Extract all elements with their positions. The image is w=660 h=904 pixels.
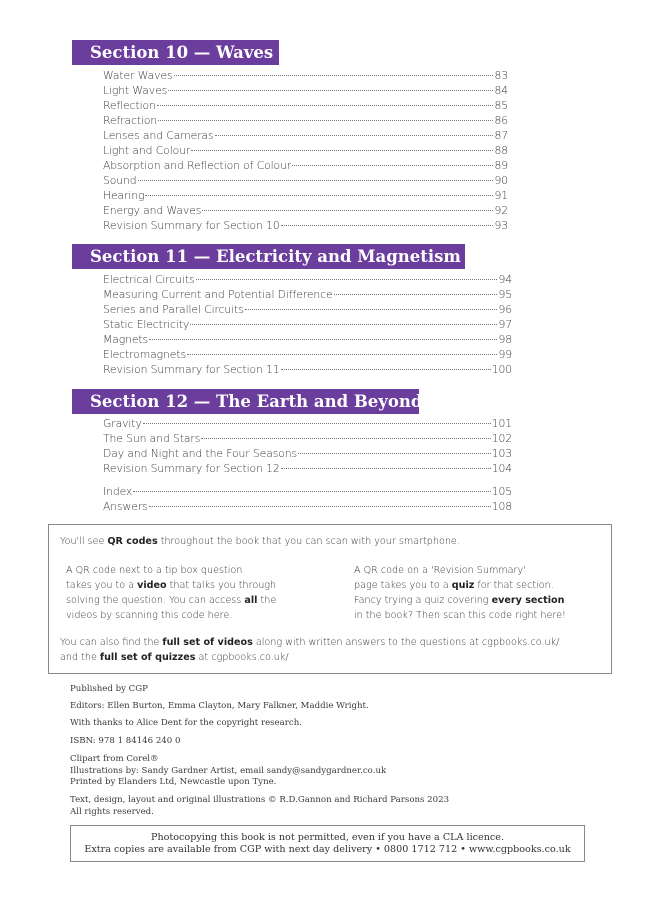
toc-entry-title: Index: [103, 485, 133, 498]
text-line: [66, 578, 296, 593]
toc-entry-title: The Sun and Stars: [103, 432, 201, 445]
toc-entry: [103, 129, 508, 144]
imprint-editors: [70, 701, 369, 713]
copyright: Text, design, layout and original illustrations © R.D.Gannon and Richard Parsons 2023: [70, 795, 450, 805]
toc-entry: [103, 363, 512, 378]
isbn: ISBN: 978 1 84146 240 0: [70, 736, 181, 746]
text-segment: the: [257, 595, 277, 606]
toc-entry-title: Energy and Waves: [103, 204, 202, 217]
bold-term: every section: [491, 595, 565, 606]
toc-entry-page: 104: [491, 462, 512, 475]
toc-entry-page: 86: [494, 114, 508, 127]
photocopy-notice-box: [70, 825, 585, 862]
qr-video-info: [66, 563, 296, 623]
toc-entry: [103, 219, 508, 234]
toc-entry-page: 99: [498, 348, 512, 361]
toc-entry: [103, 447, 512, 462]
toc-entry: [103, 204, 508, 219]
rights: All rights reserved.: [70, 806, 154, 817]
text-line: [60, 650, 559, 665]
toc-entry-page: 105: [491, 485, 512, 498]
toc-entry-page: 87: [494, 129, 508, 142]
imprint-isbn: [70, 736, 180, 748]
imprint-credits: [70, 754, 386, 789]
text-segment: You can also find the: [60, 637, 163, 648]
toc-entry-title: Measuring Current and Potential Difference: [103, 288, 333, 301]
bold-term: full set of videos: [162, 637, 253, 648]
toc-entry-page: 96: [498, 303, 512, 316]
bold-term: full set of quizzes: [99, 652, 196, 663]
toc-entry-page: 102: [491, 432, 512, 445]
toc-entry: [103, 99, 508, 114]
printed-by: Printed by Elanders Ltd, Newcastle upon Tyne.: [70, 777, 277, 787]
text-line: [354, 578, 604, 593]
toc-entry-page: 94: [498, 273, 512, 286]
toc-entry-title: Static Electricity: [103, 318, 190, 331]
toc-entry: [103, 84, 508, 99]
toc-leader-dots: [138, 180, 494, 181]
toc-leader-dots: [201, 438, 490, 439]
toc-entry-page: 91: [494, 189, 508, 202]
toc-entry-title: Electrical Circuits: [103, 273, 195, 286]
order-info: Extra copies are available from CGP with next day delivery • 0800 1712 712 • www.cgpbooks.co.uk: [84, 844, 571, 855]
toc-entry: [103, 174, 508, 189]
text-line: [60, 635, 559, 650]
toc-leader-dots: [245, 309, 498, 310]
toc-entry: [103, 417, 512, 432]
thanks: With thanks to Alice Dent for the copyright research.: [70, 718, 302, 728]
bold-term: QR codes: [107, 536, 158, 547]
qr-codes-info-box: [48, 524, 612, 674]
toc-entry: [103, 288, 512, 303]
toc-entry-page: 108: [491, 500, 512, 513]
toc-entry-page: 103: [491, 447, 512, 460]
imprint-thanks: [70, 718, 302, 730]
toc-entry-page: 100: [491, 363, 512, 376]
toc-entry: [103, 144, 508, 159]
toc-leader-dots: [292, 165, 493, 166]
section-12-toc: [103, 417, 512, 477]
toc-entry-title: Gravity: [103, 417, 142, 430]
text-segment: videos by scanning this code here.: [66, 610, 233, 621]
toc-leader-dots: [196, 279, 498, 280]
toc-entry: [103, 303, 512, 318]
toc-entry-title: Series and Parallel Circuits: [103, 303, 244, 316]
toc-entry-title: Refraction: [103, 114, 158, 127]
toc-entry: [103, 189, 508, 204]
toc-leader-dots: [298, 453, 491, 454]
editors: Editors: Ellen Burton, Emma Clayton, Mary Falkner, Maddie Wright.: [70, 701, 369, 711]
section-12-header: Section 12 — The Earth and Beyond: [72, 389, 419, 414]
toc-entry-title: Magnets: [103, 333, 149, 346]
text-segment: for that section.: [474, 580, 554, 591]
toc-entry-title: Water Waves: [103, 69, 173, 82]
toc-entry: [103, 485, 512, 500]
toc-entry-page: 95: [498, 288, 512, 301]
toc-leader-dots: [157, 105, 494, 106]
text-segment: that talks you through: [166, 580, 277, 591]
toc-leader-dots: [187, 354, 497, 355]
toc-entry-page: 101: [491, 417, 512, 430]
toc-entry-title: Revision Summary for Section 11: [103, 363, 280, 376]
toc-leader-dots: [149, 339, 497, 340]
toc-entry-page: 89: [494, 159, 508, 172]
text-segment: at cgpbooks.co.uk/: [195, 652, 289, 663]
toc-leader-dots: [145, 195, 493, 196]
toc-leader-dots: [149, 506, 491, 507]
section-11-header: Section 11 — Electricity and Magnetism: [72, 244, 465, 269]
toc-entry-title: Revision Summary for Section 12: [103, 462, 280, 475]
toc-entry-page: 88: [494, 144, 508, 157]
toc-entry-title: Light Waves: [103, 84, 168, 97]
toc-entry-title: Answers: [103, 500, 148, 513]
toc-entry: [103, 159, 508, 174]
toc-entry-title: Electromagnets: [103, 348, 186, 361]
text-line: [354, 563, 604, 578]
text-segment: You'll see: [60, 536, 108, 547]
text-segment: A QR code on a 'Revision Summary': [354, 565, 526, 576]
toc-leader-dots: [281, 468, 491, 469]
toc-leader-dots: [190, 324, 497, 325]
text-line: [354, 608, 604, 623]
section-11-toc: [103, 273, 512, 378]
toc-leader-dots: [202, 210, 493, 211]
published-by: Published by CGP: [70, 684, 148, 694]
toc-entry: [103, 432, 512, 447]
toc-leader-dots: [191, 150, 493, 151]
toc-entry-title: Hearing: [103, 189, 145, 202]
toc-entry-page: 85: [494, 99, 508, 112]
text-segment: Fancy trying a quiz covering: [354, 595, 492, 606]
toc-entry-title: Sound: [103, 174, 137, 187]
imprint-copyright: [70, 795, 449, 818]
text-segment: A QR code next to a tip box question: [66, 565, 243, 576]
text-segment: and the: [60, 652, 100, 663]
toc-entry: [103, 500, 512, 515]
toc-leader-dots: [158, 120, 493, 121]
toc-leader-dots: [281, 225, 494, 226]
toc-entry-page: 84: [494, 84, 508, 97]
text-line: [66, 593, 296, 608]
photocopy-notice: Photocopying this book is not permitted, even if you have a CLA licence.: [151, 832, 504, 843]
text-segment: page takes you to a: [354, 580, 452, 591]
text-segment: takes you to a: [66, 580, 138, 591]
toc-entry: [103, 273, 512, 288]
toc-entry-title: Revision Summary for Section 10: [103, 219, 280, 232]
toc-entry-page: 90: [494, 174, 508, 187]
illustrations: Illustrations by: Sandy Gardner Artist, email sandy@sandygardner.co.uk: [70, 765, 387, 776]
toc-leader-dots: [281, 369, 491, 370]
end-matter-toc: [103, 485, 512, 515]
toc-leader-dots: [168, 90, 493, 91]
toc-leader-dots: [334, 294, 498, 295]
text-segment: along with written answers to the questions at cgpbooks.co.uk/: [252, 637, 560, 648]
bold-term: all: [244, 595, 258, 606]
text-line: [66, 608, 296, 623]
section-10-header: Section 10 — Waves: [72, 40, 279, 65]
toc-entry: [103, 333, 512, 348]
bold-term: video: [137, 580, 167, 591]
toc-leader-dots: [143, 423, 491, 424]
toc-entry-title: Reflection: [103, 99, 156, 112]
toc-leader-dots: [174, 75, 494, 76]
clipart: Clipart from Corel®: [70, 754, 159, 764]
toc-entry-page: 93: [494, 219, 508, 232]
toc-entry: [103, 69, 508, 84]
toc-entry: [103, 318, 512, 333]
text-segment: in the book? Then scan this code right here!: [354, 610, 566, 621]
text-line: [66, 563, 296, 578]
toc-entry: [103, 348, 512, 363]
toc-entry-title: Absorption and Reflection of Colour: [103, 159, 292, 172]
toc-entry-title: Lenses and Cameras: [103, 129, 214, 142]
toc-entry-page: 83: [494, 69, 508, 82]
section-10-toc: [103, 69, 508, 234]
toc-entry: [103, 462, 512, 477]
toc-entry: [103, 114, 508, 129]
qr-intro-text: [60, 536, 460, 547]
toc-entry-page: 92: [494, 204, 508, 217]
qr-quiz-info: [354, 563, 604, 623]
toc-leader-dots: [215, 135, 494, 136]
text-line: [354, 593, 604, 608]
imprint-published: [70, 684, 148, 696]
bold-term: quiz: [451, 580, 475, 591]
qr-full-set-info: [60, 635, 559, 665]
toc-entry-page: 97: [498, 318, 512, 331]
toc-entry-title: Light and Colour: [103, 144, 191, 157]
toc-leader-dots: [133, 491, 490, 492]
text-segment: solving the question. You can access: [66, 595, 245, 606]
toc-entry-title: Day and Night and the Four Seasons: [103, 447, 298, 460]
toc-entry-page: 98: [498, 333, 512, 346]
text-segment: throughout the book that you can scan with your smartphone.: [157, 536, 460, 547]
